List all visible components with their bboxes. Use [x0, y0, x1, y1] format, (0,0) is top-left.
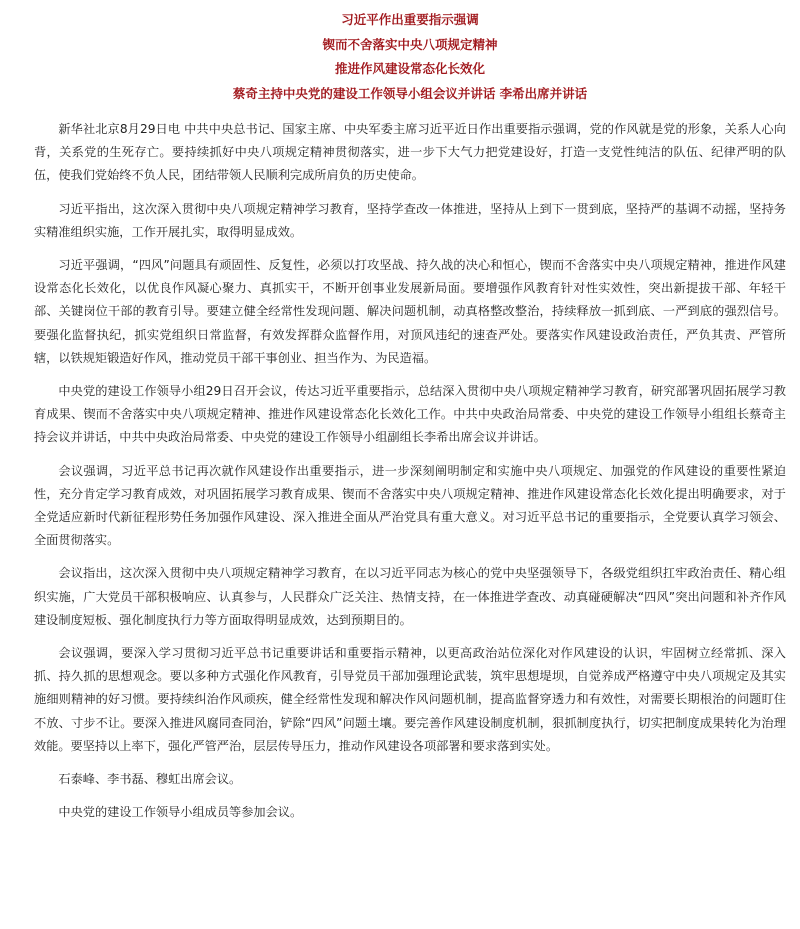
- article-paragraph-attendees: 石泰峰、李书磊、穆虹出席会议。: [58, 772, 242, 787]
- article-body: [34, 118, 786, 824]
- article-paragraph: 会议强调，习近平总书记再次就作风建设作出重要指示，进一步深刻阐明制定和实施中央八项规定、加强党的作风建设的重要性紧迫性，充分肯定学习教育成效，对巩固拓展学习教育成果、锲而不舍落实中央八项规定精神、推进作风建设常态化长效化提出明确要求，对于全党适应新时代新征程形势任务加强作风建设、深入推进全面从严治党具有重大意义。对习近平总书记的重要指示，全党要认真学习领会、全面贯彻落实。: [34, 463, 786, 548]
- article-paragraph: 会议强调，要深入学习贯彻习近平总书记重要讲话和重要指示精神，以更高政治站位深化对作风建设的认识，牢固树立经常抓、深入抓、持久抓的思想观念。要以多种方式强化作风教育，引导党员干部加强理论武装，筑牢思想堤坝，自觉养成严格遵守中央八项规定及其实施细则精神的好习惯。要持续纠治作风顽疾，健全经常性发现和解决作风问题机制，提高监督穿透力和有效性，对需要长期根治的问题盯住不放、寸步不让。要深入推进风腐同查同治，铲除“四风”问题土壤。要完善作风建设制度机制，狠抓制度执行，切实把制度成果转化为治理效能。要坚持以上率下，强化严管严治，层层传导压力，推动作风建设各项部署和要求落到实处。: [34, 646, 786, 753]
- headline-block: [34, 8, 786, 106]
- article-paragraph: 习近平强调，“四风”问题具有顽固性、反复性，必须以打攻坚战、持久战的决心和恒心，锲而不舍落实中央八项规定精神，推进作风建设常态化长效化，以优良作风凝心聚力、真抓实干，不断开创事业发展新局面。要增强作风教育针对性实效性，突出新提拔干部、年轻干部、关键岗位干部的教育引导。要建立健全经常性发现问题、解决问题机制，动真格整改整治，持续释放一抓到底、一严到底的强烈信号。要强化监督执纪，抓实党组织日常监督，有效发挥群众监督作用，对顶风违纪的速查严处。要落实作风建设政治责任，严负其责、严管所辖，以铁规矩锻造好作风，推动党员干部干事创业、担当作为、为民造福。: [34, 258, 786, 365]
- article-paragraph: 习近平指出，这次深入贯彻中央八项规定精神学习教育，坚持学查改一体推进，坚持从上到下一贯到底，坚持严的基调不动摇，坚持务实精准组织实施，工作开展扎实，取得明显成效。: [34, 201, 786, 239]
- headline-main: 习近平作出重要指示强调: [341, 12, 479, 27]
- headline-sub-3: 蔡奇主持中央党的建设工作领导小组会议并讲话 李希出席并讲话: [232, 85, 588, 101]
- headline-sub-2: 推进作风建设常态化长效化: [334, 61, 485, 76]
- article-paragraph-dateline: 新华社北京8月29日电 中共中央总书记、国家主席、中央军委主席习近平近日作出重要指示强调，党的作风就是党的形象，关系人心向背，关系党的生死存亡。要持续抓好中央八项规定精神贯彻落实，进一步下大气力把党建设好，打造一支党性纯洁的队伍、纪律严明的队伍，使我们党始终不负人民，团结带领人民顺利完成所肩负的历史使命。: [34, 122, 786, 183]
- article-paragraph: 会议指出，这次深入贯彻中央八项规定精神学习教育，在以习近平同志为核心的党中央坚强领导下，各级党组织扛牢政治责任、精心组织实施，广大党员干部积极响应、认真参与，人民群众广泛关注、热情支持，在一体推进学查改、动真碰硬解决“四风”突出问题和补齐作风建设制度短板、强化制度执行力等方面取得明显成效，达到预期目的。: [34, 566, 786, 627]
- article-paragraph: 中央党的建设工作领导小组29日召开会议，传达习近平重要指示，总结深入贯彻中央八项规定精神学习教育，研究部署巩固拓展学习教育成果、锲而不舍落实中央八项规定精神、推进作风建设常态化长效化工作。中共中央政治局常委、中央党的建设工作领导小组组长蔡奇主持会议并讲话，中共中央政治局常委、中央党的建设工作领导小组副组长李希出席会议并讲话。: [34, 384, 786, 445]
- article-paragraph-participants: 中央党的建设工作领导小组成员等参加会议。: [58, 805, 303, 820]
- headline-sub-1: 锲而不舍落实中央八项规定精神: [322, 36, 498, 52]
